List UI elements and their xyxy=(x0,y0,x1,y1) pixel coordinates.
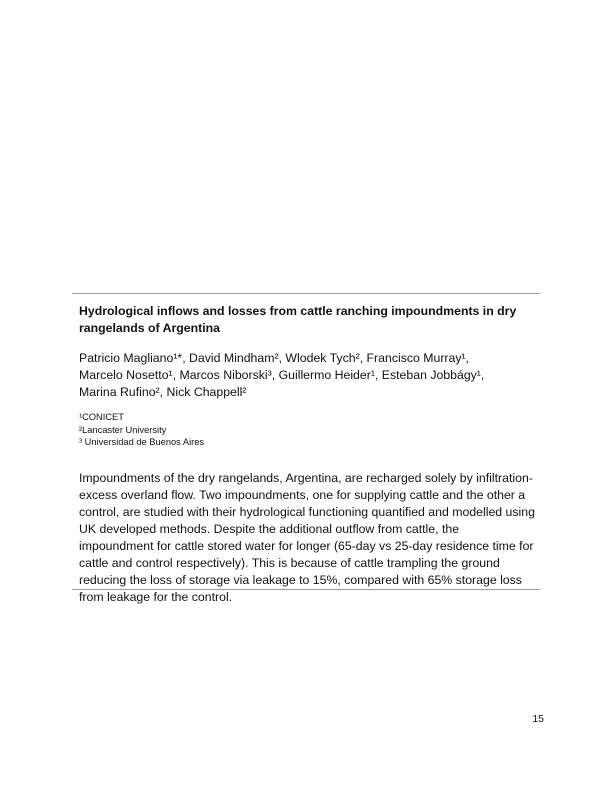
bottom-divider xyxy=(72,589,540,590)
author: David Mindham² xyxy=(189,351,279,365)
author: Marcos Niborski³ xyxy=(179,368,272,382)
affiliation: ¹CONICET xyxy=(79,412,124,422)
paper-title: Hydrological inflows and losses from cattle ranching impoundments in dry rangelands of Argentina xyxy=(79,304,517,335)
author: Marina Rufino² xyxy=(79,385,160,399)
top-divider xyxy=(72,293,540,294)
author: Nick Chappell² xyxy=(166,385,247,399)
author: Wlodek Tych² xyxy=(285,351,360,365)
author: Esteban Jobbágy¹ xyxy=(381,368,481,382)
page-number: 15 xyxy=(532,713,544,725)
author-list: Patricio Magliano¹*, David Mindham², Wlodek Tych², Francisco Murray¹, Marcelo Nosetto¹, Marcos Niborski³, Guillermo Heider¹, Esteban Jobbágy¹, Marina Rufino², Nick Chappell² xyxy=(79,351,485,399)
author: Guillermo Heider¹ xyxy=(278,368,375,382)
author: Marcelo Nosetto¹ xyxy=(79,368,173,382)
affiliation: ³ Universidad de Buenos Aires xyxy=(79,437,205,447)
author: Francisco Murray¹ xyxy=(366,351,466,365)
author: Patricio Magliano¹* xyxy=(79,351,183,365)
affiliation: ²Lancaster University xyxy=(79,424,167,435)
affiliation-list xyxy=(79,411,479,449)
abstract-text: Impoundments of the dry rangelands, Argentina, are recharged solely by infiltration-excess overland flow. Two impoundments, one for supplying cattle and the other a control, are studied with their hydrological functioning quantified and modelled using UK developed methods. Despite the additional outflow from cattle, the impoundment for cattle stored water for longer (65-day vs 25-day residence time for cattle and control respectively). This is because of cattle trampling the ground reducing the loss of storage via leakage to 15%, compared with 65% storage loss from leakage for the control. xyxy=(79,471,535,604)
